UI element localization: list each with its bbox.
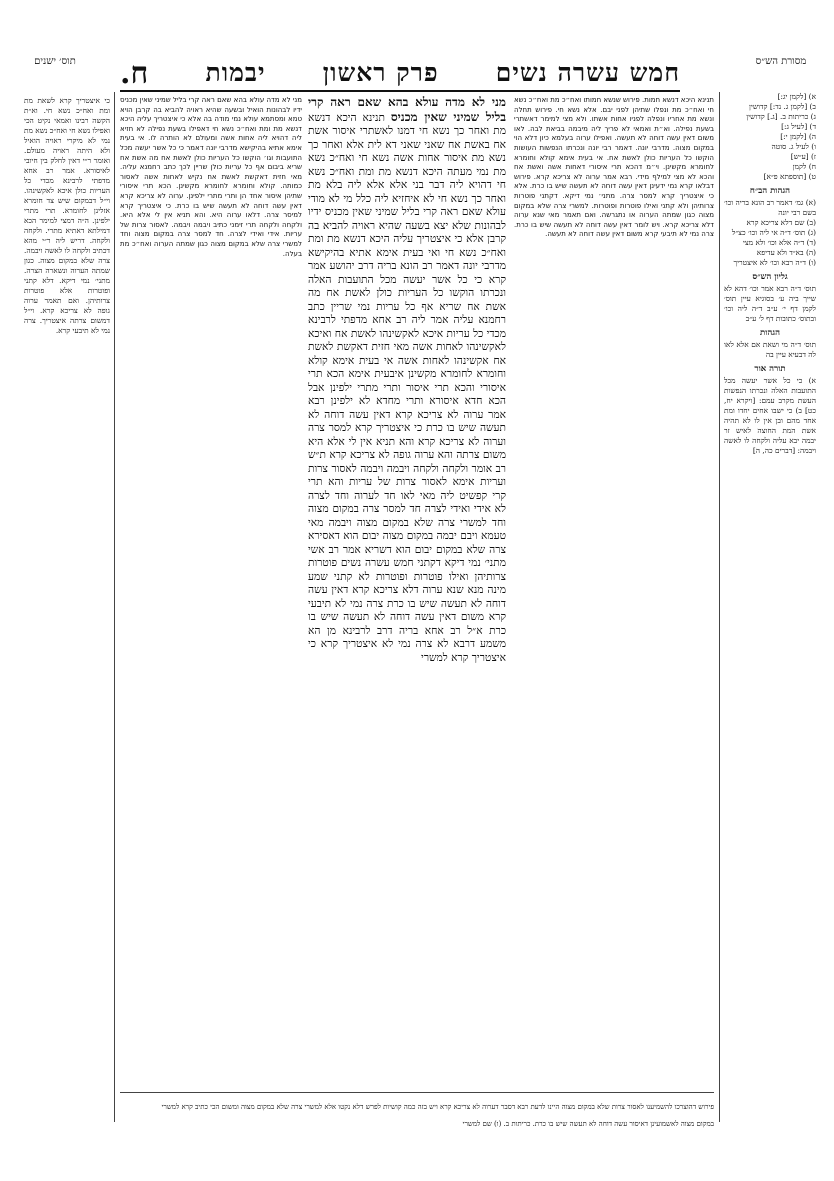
tosafot-yeshanim-corner-label: תוס׳ ישנים [34,56,76,67]
tosafot-column [514,96,714,1096]
hagahot-habach-item: (ד) ד״ה אלא וכו׳ ולא מצי [742,238,816,247]
order-name: חמש עשרה נשים [495,58,680,87]
masoret-item: ט) [תוספתא פ״א] [763,172,816,181]
footer-divider [120,1092,714,1093]
gilyon-text: תוס׳ ד״ה רבא אמר וכו׳ דהא לא שייך ביה ע׳ בסוגיא עיין תוס׳ לקמן דף י׳ ע״ב ד״ה ליה וכו׳ ובתוס׳ כתובות דף ל׳ ע״ב [724,284,816,323]
masoret-corner-label: מסורת הש״ס [755,56,807,67]
masoret-list [724,92,816,182]
tosafot-yeshanim-text: כי איצטריך קרא לשאת מת ומת ואח״כ נשא חי. וא״ת הקשה רבינו ואמאי נקיט הכי ואפילו נשא חי ואח״כ נשא מת נמי לא מיקרי ראויה הואיל ולא היתה ראויה מעולם. ואומר ר״י דאין לחלק בין חיובי לאיסורא. אמר רב אחא מדפתי לרבינא מכדי כל העריות כולן איכא לאקשינהו. וי״ל דבמקום שיש צד חומרא אזלינן לחומרא. תרי מתרי ילפינן. ה״ה דמצי למימר הכא דמילתא דאתיא מתרי. ולקחה ולקחה. דריש ליה ר״י מהא דכתיב ולקחה לו לאשה ויבמה. צרה שלא במקום מצוה. כגון שמתה הערוה ונשארה הצרה. מתני׳ נמי דיקא. דלא קתני ופוטרות אלא פוטרות צרותיהן. ואם תאמר ערוה גופה לא צריכא קרא. וי״ל דמשום צרתה איצטריך. צרה נמי לא תיבעי קרא. [24,96,110,335]
gilyon-title: גליון הש״ס [752,272,788,282]
right-margin-column [724,92,816,1092]
tosafot-text: תנינא היכא דנשא חמות. פירוש שנשא חמותו ואח״כ מת ואח״כ נשא חי ואח״כ מת ונפלו שתיהן לפני יבם. אלא נשא חי. פירוש תחלה ונשא מת אחריו ונפלה לפניו אחות אשתו. ולא מצי למימר דאשתרי בשעת נפילה. וא״ת ואמאי לא פריך ליה מיבמה בביאת לבה. לאו משום דאין עשה דוחה לא תעשה. ואפילו ערוה בעלמא כיון דלא הוי במקום מצוה. מדרבי יונה. דאמר רבי יונה ונכרתו הנפשות העושות הוקשו כל העריות כולן לאשת אח. אי בעית אימא קולא וחומרא לחומרא מקשינן. וי״מ דהכא תרי איסורי דאחות אשה ואשת אח והכא לא מצי למילף מידי. רבא אמר ערוה לא צריכא קרא. פירוש דבלאו קרא נמי ידעינן דאין עשה דוחה לא תעשה שיש בו כרת. אלא כי איצטריך קרא למסר צרה. מתני׳ נמי דיקא. דקתני פוטרות צרותיהן ולא קתני ואילו פוטרות ופוטרות. למשרי צרה שלא במקום מצוה כגון שמתה הערוה או נתגרשה. ואם תאמר מאי שנא ערוה דלא צריכא קרא. ויש לומר דאין עשה דוחה לא תעשה שיש בו כרת. צרה נמי לא תיבעי קרא משום דאין עשה דוחה לא תעשה. [514,96,714,239]
page-header [120,56,680,92]
masoret-item: ח) לקמן [792,162,816,171]
hagahot-habach-item: (ו) ד״ה רבא וכו׳ לא איצטריך [733,258,816,267]
footer-note: במקום מצוה לאשמועינן דאיסור עשה דוחה לא תעשה שיש בו כרת. כריתות ב. (ו) שם למשרי [462,1119,714,1128]
masoret-section [724,92,816,182]
torah-ohr-text: א) כי כל אשר יעשה מכל התועבות האלה ונכרתו הנפשות העשת מקרב עמם: [ויקרא יח, כט] ב) כי ישבו אחים יחדו ומת אחד מהם ובן אין לו לא תהיה אשת המת החוצה לאיש זר יבמה יבא עליה ולקחה לו לאשה ויבמה: [דברים כה, ה] [724,376,816,455]
daf-number: ח. [120,55,149,91]
torah-ohr-title: תורה אור [754,364,786,374]
tractate-name: יבמות [205,58,266,87]
chapter-name: פרק ראשון [322,58,439,87]
masoret-item: ד) [לעיל ג:] [781,122,816,131]
gemara-opening: מני לא מדה עולא בהא שאם ראה קרי בליל שמיני שאין מכניס [308,96,506,124]
rashi-column [120,96,302,1096]
masoret-item: ג) כריתות ב. [ג.] קדושין [746,112,816,121]
gemara-block [308,96,506,1026]
tosafot-yeshanim-column [24,96,110,1096]
masoret-item: א) [לקמן יג:] [777,92,816,101]
hagahot-habach-item: (א) גמ׳ דאמר רב הונא בריה וכו׳ בשם רבי יונה [724,198,816,217]
hagahot-habach-item: (ג) תוס׳ ד״ה אי ליה וכו׳ כצ״ל [731,228,816,237]
masoret-item: ה) [לקמן י:] [780,132,816,141]
masoret-item: ב) [לקמן ג. נד:] קדושין [749,102,816,111]
hagahot-habach-title: הגהות הב״ח [749,186,791,196]
masoret-item: ז) [ע״ש] [790,152,816,161]
hagahot-text: תוס׳ ד״ה מי ושאת אם אלא לאו לה דבעיא עיין בה [724,340,816,359]
footer-text: פירוש דהוצרכו להשמיענו לאסור צרות שלא במקום מצוה היינו לדעת רבא דסבר דערוה לא צריכא קרא ויש בזה כמה קושיות לפרש דלא נקטו אלא למשרי צרה שלא במקום מצוה ומשום הכי כתיב קרא למשרי [161,1103,714,1111]
footer-notes [120,1096,714,1134]
right-margin-divider [719,92,720,1122]
left-margin-divider [114,92,115,1122]
hagahot-habach-list [724,198,816,268]
rashi-text: מני לא מדה עולא בהא שאם ראה קרי בליל שמיני שאין מכניס ידיו לבהונות הואיל ובשעה שהיא ראויה להביא בה קרבן הויא טמא ומסתמא עולא נמי מודה בה אלא כי איצטריך עליה היכא דנשא מת ומת ואח״כ נשא חי דאפילו בשעת נפילה לא חזיא ליה דהויא ליה אחות אשה ומעולם לא הותרה לו. אי בעית אימא אתיא בהיקישא מדרבי יונה דאמר כי כל אשר יעשה מכל התועבות וגו׳ הוקשו כל העריות כולן לאשת אח מה אשת אח שריא ביבום אף כל עריות כולן שריין לכך כתב רחמנא עליה. מאי חזית דאקשת לאשת אח נקיש לאחות אשה לאסור כמותה. קולא וחומרא לחומרא מקשינן. הכא תרי איסורי שתיהן איסור אחד הן ותרי מתרי ילפינן. ערוה לא צריכא קרא דאין עשה דוחה לא תעשה שיש בו כרת. כי איצטריך קרא למיסר צרה. דלאו ערוה היא. והא תניא אין לי אלא היא. ולקחה ולקחה תרי זימני כתיב ויבמה ויבמה. לאסור צרות של עריות. אידי ואידי לצרה. חד למסר צרה במקום מצוה וחד למשרי צרה שלא במקום מצוה כגון שמתה הערוה ואח״כ מת בעלה. [120,96,302,258]
hagahot-title: הגהות [760,328,780,338]
masoret-item: ו) לעיל ג. סוטה [771,142,816,151]
hagahot-habach-item: (ב) שם דלא צריכא קרא [746,218,816,227]
hagahot-habach-item: (ה) בא״ד ולא עדיפא [756,248,816,257]
gemara-text: תנינא היכא דנשא מת ואחר כך נשא חי דמנו לאשתרי איסור אשת אח באשת אח שאני שאני דא לית אלא ואחר כך נשא מת איסור אחות אשה נשא חי ואח״כ נשא מת נמי מעתה היכא דנשא מת ומת ואח״כ נשא חי דהויא ליה דבר בני אלא אלא ליה בלא מת ואחר כך נשא חי לא איחזיא ליה כלל מי לא מודי עולא שאם ראה קרי בליל שמיני שאין מכניס ידיו לבהונות שלא יצא בשעה שהיא ראויה להביא בה קרבן אלא כי איצטריך עליה היכא דנשא מת ומת ואח״כ נשא חי ואי בעית אימא אתיא בהיקישא מדרבי יונה דאמר רב הונא בריה דרב יהושע אמר קרא כי כל אשר יעשה מכל התועבות האלה ונכרתו הוקשו כל העריות כולן לאשת אח מה אשת אח שריא אף כל עריות נמי שריין כתב רחמנא עליה אמר ליה רב אחא מדפתי לרבינא מכדי כל עריות איכא לאקשינהו לאשת אח ואיכא לאקשינהו לאחות אשה מאי חזית דאקשת לאשת אח אקשינהו לאחות אשה אי בעית אימא קולא וחומרא לחומרא מקשינן איבעית אימא הכא תרי איסורי והכא תרי איסור ותרי מתרי ילפינן אבל הכא חדא איסורא ותרי מחדא לא ילפינן רבא אמר ערוה לא צריכא קרא דאין עשה דוחה לא תעשה שיש בו כרת כי איצטריך קרא למסר צרה וערוה לא צריכא קרא והא תניא אין לי אלא היא משום צרתה והא ערוה גופה לא צריכא קרא ת״ש רב אומר ולקחה ולקחה ויבמה ויבמה לאסור צרות ועריות אימא לאסור צרות של עריות והא תרי קרי קפשיט ליה מאי לאו חד לערוה וחד לצרה לא אידי ואידי לצרה חד למסר צרה במקום מצוה וחד למשרי צרה שלא במקום מצוה ויבמה מאי טעמא ויבם יבמה במקום מצוה יבום הוא דאסירא צרה שלא במקום יבום הוא דשריא אמר רב אשי מתני׳ נמי דיקא דקתני חמש עשרה נשים פוטרות צרותיהן ואילו פוטרות ופוטרות לא קתני שמע מינה מנא שנא ערוה דלא צריכא קרא דאין עשה דוחה לא תעשה שיש בו כרת צרה נמי לא תיבעי קרא משום דאין עשה דוחה לא תעשה שיש בו כרת א״ל רב אחא בריה דרב לרבינא מן הא משמע דרבא לא צרה נמי לא איצטריך קרא כי איצטריך קרא למשרי [308,111,506,664]
